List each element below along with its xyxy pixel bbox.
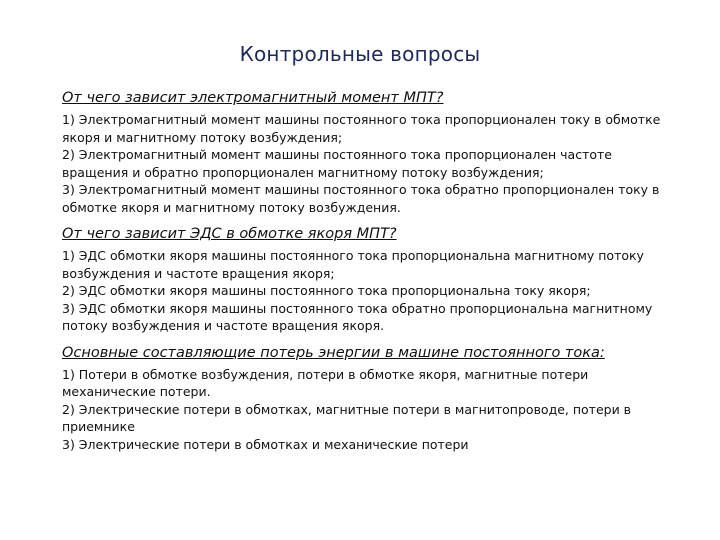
answer-option: 2) Электрические потери в обмотках, магнитные потери в магнитопроводе, потери в приемнике: [62, 401, 632, 434]
answer-option: 2) Электромагнитный момент машины постоянного тока пропорционален частоте вращения и обратно пропорционален магнитному потоку возбуждения;: [62, 147, 612, 180]
answer-option: 3) ЭДС обмотки якоря машины постоянного тока обратно пропорциональна магнитному потоку возбуждения и частоте вращения якоря.: [62, 300, 653, 333]
answer-option: 3) Электрические потери в обмотках и механические потери: [62, 436, 469, 452]
question-1-answers: [62, 111, 677, 216]
questions-content: [62, 88, 677, 453]
answer-option: 1) ЭДС обмотки якоря машины постоянного тока пропорциональна магнитному потоку возбуждения и частоте вращения якоря;: [62, 248, 644, 281]
slide-title: Контрольные вопросы: [239, 42, 481, 66]
question-block-2: [62, 224, 677, 335]
question-3-answers: [62, 366, 677, 454]
question-block-1: [62, 88, 677, 216]
answer-option: 1) Электромагнитный момент машины постоянного тока пропорционален току в обмотке якоря и магнитному потоку возбуждения;: [62, 112, 661, 145]
question-1-text: От чего зависит электромагнитный момент МПТ?: [62, 90, 444, 106]
question-2-answers: [62, 247, 677, 335]
answer-option: 2) ЭДС обмотки якоря машины постоянного тока пропорциональна току якоря;: [62, 283, 591, 298]
answer-option: 3) Электромагнитный момент машины постоянного тока обратно пропорционален току в обмотке якоря и магнитному потоку возбуждения.: [62, 182, 660, 215]
answer-option: 1) Потери в обмотке возбуждения, потери в обмотке якоря, магнитные потери механические потери.: [62, 366, 589, 399]
question-2-text: От чего зависит ЭДС в обмотке якоря МПТ?: [62, 226, 397, 242]
question-3-text: Основные составляющие потерь энергии в машине постоянного тока:: [62, 344, 605, 361]
question-block-3: [62, 343, 677, 454]
